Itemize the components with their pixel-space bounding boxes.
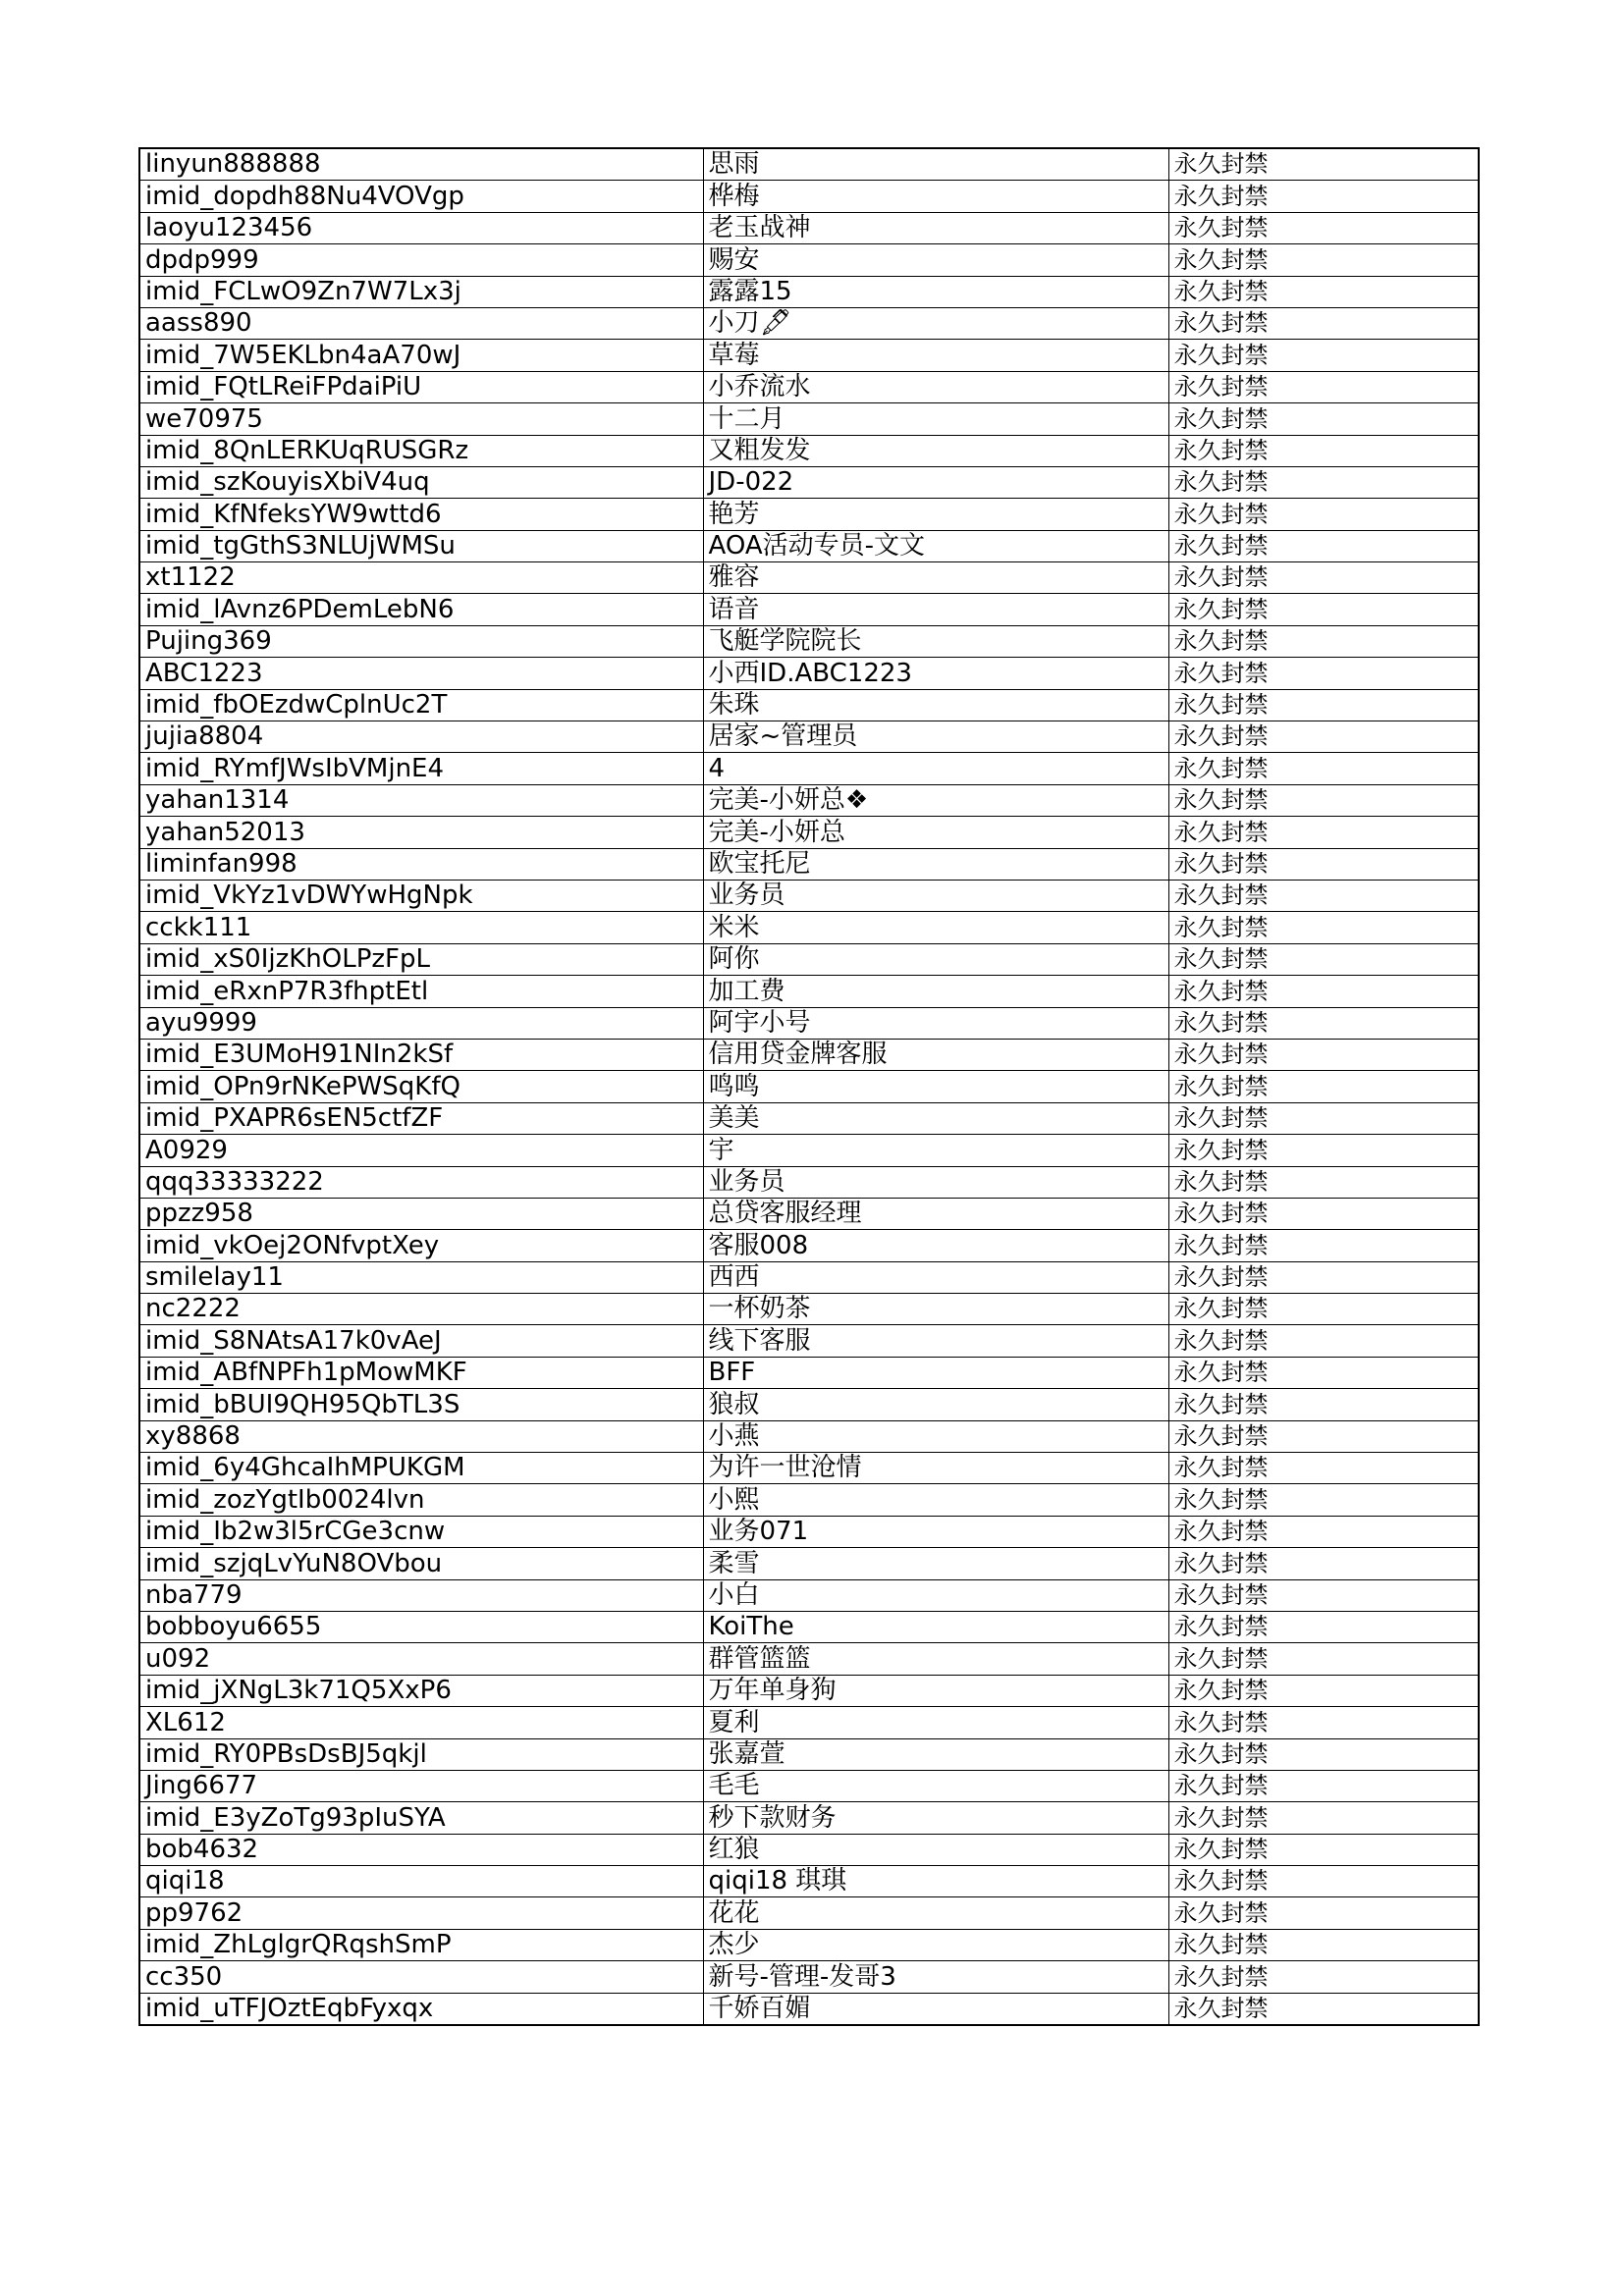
- ban-status-cell: 永久封禁: [1168, 1135, 1479, 1166]
- ban-status-cell: 永久封禁: [1168, 1802, 1479, 1834]
- nickname-cell: 雅容: [703, 562, 1168, 594]
- ban-status-cell: 永久封禁: [1168, 625, 1479, 657]
- nickname-cell: 小白: [703, 1579, 1168, 1611]
- table-row: [139, 1039, 1479, 1070]
- nickname-cell: 鸣鸣: [703, 1071, 1168, 1102]
- account-id-cell: nc2222: [139, 1294, 703, 1325]
- nickname-cell: 为许一世沧情: [703, 1453, 1168, 1484]
- table-row: [139, 244, 1479, 276]
- nickname-cell: 完美-小妍总❖: [703, 784, 1168, 816]
- account-id-cell: imid_FCLwO9Zn7W7Lx3j: [139, 276, 703, 307]
- nickname-cell: 飞艇学院院长: [703, 625, 1168, 657]
- table-row: [139, 1738, 1479, 1770]
- nickname-cell: 千娇百媚: [703, 1993, 1168, 2025]
- ban-status-cell: 永久封禁: [1168, 181, 1479, 212]
- account-id-cell: pp9762: [139, 1897, 703, 1929]
- ban-list-body: [139, 148, 1479, 2025]
- account-id-cell: xy8868: [139, 1420, 703, 1452]
- table-row: [139, 1389, 1479, 1420]
- ban-status-cell: 永久封禁: [1168, 1007, 1479, 1039]
- ban-status-cell: 永久封禁: [1168, 1198, 1479, 1229]
- table-row: [139, 784, 1479, 816]
- account-id-cell: imid_eRxnP7R3fhptEtl: [139, 976, 703, 1007]
- account-id-cell: imid_vkOej2ONfvptXey: [139, 1230, 703, 1261]
- account-id-cell: imid_tgGthS3NLUjWMSu: [139, 530, 703, 561]
- nickname-cell: 语音: [703, 594, 1168, 625]
- table-row: [139, 1802, 1479, 1834]
- account-id-cell: imid_VkYz1vDWYwHgNpk: [139, 880, 703, 911]
- nickname-cell: 张嘉萱: [703, 1738, 1168, 1770]
- nickname-cell: 完美-小妍总: [703, 817, 1168, 848]
- table-row: [139, 530, 1479, 561]
- ban-status-cell: 永久封禁: [1168, 530, 1479, 561]
- ban-status-cell: 永久封禁: [1168, 499, 1479, 530]
- table-row: [139, 1834, 1479, 1865]
- nickname-cell: 居家~管理员: [703, 721, 1168, 753]
- table-row: [139, 1993, 1479, 2025]
- nickname-cell: 秒下款财务: [703, 1802, 1168, 1834]
- account-id-cell: xt1122: [139, 562, 703, 594]
- account-id-cell: imid_fbOEzdwCplnUc2T: [139, 689, 703, 721]
- ban-status-cell: 永久封禁: [1168, 403, 1479, 435]
- account-id-cell: yahan52013: [139, 817, 703, 848]
- nickname-cell: 草莓: [703, 340, 1168, 371]
- table-row: [139, 1294, 1479, 1325]
- account-id-cell: jujia8804: [139, 721, 703, 753]
- nickname-cell: 宇: [703, 1135, 1168, 1166]
- table-row: [139, 1166, 1479, 1198]
- table-row: [139, 1929, 1479, 1960]
- account-id-cell: imid_dopdh88Nu4VOVgp: [139, 181, 703, 212]
- account-id-cell: XL612: [139, 1707, 703, 1738]
- account-id-cell: smilelay11: [139, 1261, 703, 1293]
- nickname-cell: 信用贷金牌客服: [703, 1039, 1168, 1070]
- nickname-cell: 米米: [703, 912, 1168, 943]
- ban-status-cell: 永久封禁: [1168, 1166, 1479, 1198]
- table-row: [139, 340, 1479, 371]
- nickname-cell: 美美: [703, 1102, 1168, 1134]
- ban-status-cell: 永久封禁: [1168, 784, 1479, 816]
- table-row: [139, 625, 1479, 657]
- ban-status-cell: 永久封禁: [1168, 244, 1479, 276]
- ban-status-cell: 永久封禁: [1168, 721, 1479, 753]
- nickname-cell: 小刀🖋: [703, 307, 1168, 339]
- table-row: [139, 371, 1479, 402]
- nickname-cell: 桦梅: [703, 181, 1168, 212]
- table-row: [139, 880, 1479, 911]
- table-row: [139, 1548, 1479, 1579]
- ban-status-cell: 永久封禁: [1168, 307, 1479, 339]
- account-id-cell: imid_8QnLERKUqRUSGRz: [139, 435, 703, 466]
- ban-status-cell: 永久封禁: [1168, 1866, 1479, 1897]
- ban-status-cell: 永久封禁: [1168, 1230, 1479, 1261]
- table-row: [139, 1516, 1479, 1547]
- ban-status-cell: 永久封禁: [1168, 1611, 1479, 1642]
- account-id-cell: imid_RY0PBsDsBJ5qkjl: [139, 1738, 703, 1770]
- account-id-cell: ppzz958: [139, 1198, 703, 1229]
- table-row: [139, 912, 1479, 943]
- table-row: [139, 1770, 1479, 1801]
- account-id-cell: ayu9999: [139, 1007, 703, 1039]
- account-id-cell: Jing6677: [139, 1770, 703, 1801]
- ban-status-cell: 永久封禁: [1168, 1102, 1479, 1134]
- account-id-cell: imid_7W5EKLbn4aA70wJ: [139, 340, 703, 371]
- ban-status-cell: 永久封禁: [1168, 212, 1479, 243]
- account-id-cell: laoyu123456: [139, 212, 703, 243]
- nickname-cell: AOA活动专员-文文: [703, 530, 1168, 561]
- ban-status-cell: 永久封禁: [1168, 817, 1479, 848]
- account-id-cell: ABC1223: [139, 658, 703, 689]
- nickname-cell: KoiThe: [703, 1611, 1168, 1642]
- table-row: [139, 1707, 1479, 1738]
- account-id-cell: imid_E3yZoTg93pIuSYA: [139, 1802, 703, 1834]
- ban-status-cell: 永久封禁: [1168, 912, 1479, 943]
- account-id-cell: imid_PXAPR6sEN5ctfZF: [139, 1102, 703, 1134]
- ban-status-cell: 永久封禁: [1168, 689, 1479, 721]
- nickname-cell: 阿宇小号: [703, 1007, 1168, 1039]
- table-row: [139, 307, 1479, 339]
- ban-status-cell: 永久封禁: [1168, 1071, 1479, 1102]
- table-row: [139, 1261, 1479, 1293]
- account-id-cell: imid_S8NAtsA17k0vAeJ: [139, 1325, 703, 1357]
- account-id-cell: qiqi18: [139, 1866, 703, 1897]
- table-row: [139, 658, 1479, 689]
- nickname-cell: 西西: [703, 1261, 1168, 1293]
- ban-status-cell: 永久封禁: [1168, 1929, 1479, 1960]
- ban-status-cell: 永久封禁: [1168, 148, 1479, 181]
- account-id-cell: bob4632: [139, 1834, 703, 1865]
- ban-status-cell: 永久封禁: [1168, 1420, 1479, 1452]
- ban-status-cell: 永久封禁: [1168, 1516, 1479, 1547]
- account-id-cell: nba779: [139, 1579, 703, 1611]
- account-id-cell: Pujing369: [139, 625, 703, 657]
- table-row: [139, 466, 1479, 498]
- table-row: [139, 1325, 1479, 1357]
- table-row: [139, 721, 1479, 753]
- nickname-cell: 业务071: [703, 1516, 1168, 1547]
- account-id-cell: cc350: [139, 1961, 703, 1993]
- table-row: [139, 689, 1479, 721]
- ban-status-cell: 永久封禁: [1168, 1770, 1479, 1801]
- nickname-cell: 小西ID.ABC1223: [703, 658, 1168, 689]
- table-row: [139, 1198, 1479, 1229]
- nickname-cell: 加工费: [703, 976, 1168, 1007]
- nickname-cell: 一杯奶茶: [703, 1294, 1168, 1325]
- account-id-cell: imid_bBUI9QH95QbTL3S: [139, 1389, 703, 1420]
- nickname-cell: JD-022: [703, 466, 1168, 498]
- ban-status-cell: 永久封禁: [1168, 562, 1479, 594]
- ban-status-cell: 永久封禁: [1168, 1897, 1479, 1929]
- table-row: [139, 1071, 1479, 1102]
- table-row: [139, 212, 1479, 243]
- nickname-cell: 小熙: [703, 1484, 1168, 1516]
- table-row: [139, 435, 1479, 466]
- table-row: [139, 943, 1479, 975]
- table-row: [139, 1420, 1479, 1452]
- ban-status-cell: 永久封禁: [1168, 466, 1479, 498]
- ban-status-cell: 永久封禁: [1168, 1484, 1479, 1516]
- ban-status-cell: 永久封禁: [1168, 848, 1479, 880]
- account-id-cell: imid_uTFJOztEqbFyxqx: [139, 1993, 703, 2025]
- table-row: [139, 403, 1479, 435]
- account-id-cell: imid_szKouyisXbiV4uq: [139, 466, 703, 498]
- ban-status-cell: 永久封禁: [1168, 276, 1479, 307]
- nickname-cell: 总贷客服经理: [703, 1198, 1168, 1229]
- ban-status-cell: 永久封禁: [1168, 1993, 1479, 2025]
- account-id-cell: imid_Ib2w3l5rCGe3cnw: [139, 1516, 703, 1547]
- table-row: [139, 976, 1479, 1007]
- ban-status-cell: 永久封禁: [1168, 658, 1479, 689]
- account-id-cell: imid_OPn9rNKePWSqKfQ: [139, 1071, 703, 1102]
- ban-status-cell: 永久封禁: [1168, 594, 1479, 625]
- account-id-cell: dpdp999: [139, 244, 703, 276]
- nickname-cell: 老玉战神: [703, 212, 1168, 243]
- nickname-cell: 狼叔: [703, 1389, 1168, 1420]
- ban-status-cell: 永久封禁: [1168, 435, 1479, 466]
- table-row: [139, 1102, 1479, 1134]
- ban-status-cell: 永久封禁: [1168, 976, 1479, 1007]
- table-row: [139, 1484, 1479, 1516]
- ban-list-table: [138, 147, 1480, 2026]
- account-id-cell: we70975: [139, 403, 703, 435]
- table-row: [139, 1007, 1479, 1039]
- table-row: [139, 817, 1479, 848]
- ban-status-cell: 永久封禁: [1168, 1261, 1479, 1293]
- table-row: [139, 1961, 1479, 1993]
- nickname-cell: 欧宝托尼: [703, 848, 1168, 880]
- nickname-cell: 露露15: [703, 276, 1168, 307]
- account-id-cell: imid_xS0IjzKhOLPzFpL: [139, 943, 703, 975]
- nickname-cell: qiqi18 琪琪: [703, 1866, 1168, 1897]
- nickname-cell: 柔雪: [703, 1548, 1168, 1579]
- account-id-cell: imid_jXNgL3k71Q5XxP6: [139, 1675, 703, 1706]
- nickname-cell: 毛毛: [703, 1770, 1168, 1801]
- ban-status-cell: 永久封禁: [1168, 1738, 1479, 1770]
- nickname-cell: 业务员: [703, 1166, 1168, 1198]
- table-row: [139, 753, 1479, 784]
- account-id-cell: imid_szjqLvYuN8OVbou: [139, 1548, 703, 1579]
- table-row: [139, 1675, 1479, 1706]
- account-id-cell: bobboyu6655: [139, 1611, 703, 1642]
- account-id-cell: aass890: [139, 307, 703, 339]
- ban-status-cell: 永久封禁: [1168, 1579, 1479, 1611]
- nickname-cell: 新号-管理-发哥3: [703, 1961, 1168, 1993]
- account-id-cell: liminfan998: [139, 848, 703, 880]
- account-id-cell: cckk111: [139, 912, 703, 943]
- ban-status-cell: 永久封禁: [1168, 1548, 1479, 1579]
- ban-status-cell: 永久封禁: [1168, 943, 1479, 975]
- nickname-cell: 群管篮篮: [703, 1643, 1168, 1675]
- ban-status-cell: 永久封禁: [1168, 1453, 1479, 1484]
- ban-status-cell: 永久封禁: [1168, 1389, 1479, 1420]
- ban-status-cell: 永久封禁: [1168, 1294, 1479, 1325]
- ban-status-cell: 永久封禁: [1168, 880, 1479, 911]
- ban-status-cell: 永久封禁: [1168, 1325, 1479, 1357]
- nickname-cell: 业务员: [703, 880, 1168, 911]
- table-row: [139, 1135, 1479, 1166]
- nickname-cell: 夏利: [703, 1707, 1168, 1738]
- account-id-cell: imid_ZhLglgrQRqshSmP: [139, 1929, 703, 1960]
- ban-status-cell: 永久封禁: [1168, 1675, 1479, 1706]
- account-id-cell: u092: [139, 1643, 703, 1675]
- table-row: [139, 1230, 1479, 1261]
- ban-status-cell: 永久封禁: [1168, 1707, 1479, 1738]
- account-id-cell: imid_FQtLReiFPdaiPiU: [139, 371, 703, 402]
- table-row: [139, 848, 1479, 880]
- ban-status-cell: 永久封禁: [1168, 1039, 1479, 1070]
- account-id-cell: imid_lAvnz6PDemLebN6: [139, 594, 703, 625]
- nickname-cell: 线下客服: [703, 1325, 1168, 1357]
- account-id-cell: linyun888888: [139, 148, 703, 181]
- nickname-cell: 杰少: [703, 1929, 1168, 1960]
- nickname-cell: 阿你: [703, 943, 1168, 975]
- table-row: [139, 562, 1479, 594]
- nickname-cell: 4: [703, 753, 1168, 784]
- account-id-cell: qqq33333222: [139, 1166, 703, 1198]
- ban-status-cell: 永久封禁: [1168, 1834, 1479, 1865]
- table-row: [139, 594, 1479, 625]
- table-row: [139, 148, 1479, 181]
- ban-status-cell: 永久封禁: [1168, 753, 1479, 784]
- nickname-cell: 又粗发发: [703, 435, 1168, 466]
- table-row: [139, 1897, 1479, 1929]
- table-row: [139, 1643, 1479, 1675]
- nickname-cell: 思雨: [703, 148, 1168, 181]
- ban-status-cell: 永久封禁: [1168, 1357, 1479, 1388]
- account-id-cell: imid_6y4GhcaIhMPUKGM: [139, 1453, 703, 1484]
- table-row: [139, 1866, 1479, 1897]
- nickname-cell: 十二月: [703, 403, 1168, 435]
- nickname-cell: 赐安: [703, 244, 1168, 276]
- nickname-cell: 花花: [703, 1897, 1168, 1929]
- ban-status-cell: 永久封禁: [1168, 371, 1479, 402]
- table-row: [139, 1611, 1479, 1642]
- nickname-cell: 客服008: [703, 1230, 1168, 1261]
- ban-status-cell: 永久封禁: [1168, 1643, 1479, 1675]
- nickname-cell: 朱珠: [703, 689, 1168, 721]
- account-id-cell: imid_zozYgtIb0024lvn: [139, 1484, 703, 1516]
- account-id-cell: imid_E3UMoH91NIn2kSf: [139, 1039, 703, 1070]
- table-row: [139, 276, 1479, 307]
- nickname-cell: 艳芳: [703, 499, 1168, 530]
- account-id-cell: A0929: [139, 1135, 703, 1166]
- ban-status-cell: 永久封禁: [1168, 340, 1479, 371]
- nickname-cell: 红狼: [703, 1834, 1168, 1865]
- table-row: [139, 1357, 1479, 1388]
- account-id-cell: imid_RYmfJWsIbVMjnE4: [139, 753, 703, 784]
- nickname-cell: BFF: [703, 1357, 1168, 1388]
- account-id-cell: yahan1314: [139, 784, 703, 816]
- table-row: [139, 181, 1479, 212]
- table-row: [139, 1453, 1479, 1484]
- account-id-cell: imid_KfNfeksYW9wttd6: [139, 499, 703, 530]
- nickname-cell: 小燕: [703, 1420, 1168, 1452]
- ban-status-cell: 永久封禁: [1168, 1961, 1479, 1993]
- nickname-cell: 万年单身狗: [703, 1675, 1168, 1706]
- account-id-cell: imid_ABfNPFh1pMowMKF: [139, 1357, 703, 1388]
- nickname-cell: 小乔流水: [703, 371, 1168, 402]
- table-row: [139, 1579, 1479, 1611]
- table-row: [139, 499, 1479, 530]
